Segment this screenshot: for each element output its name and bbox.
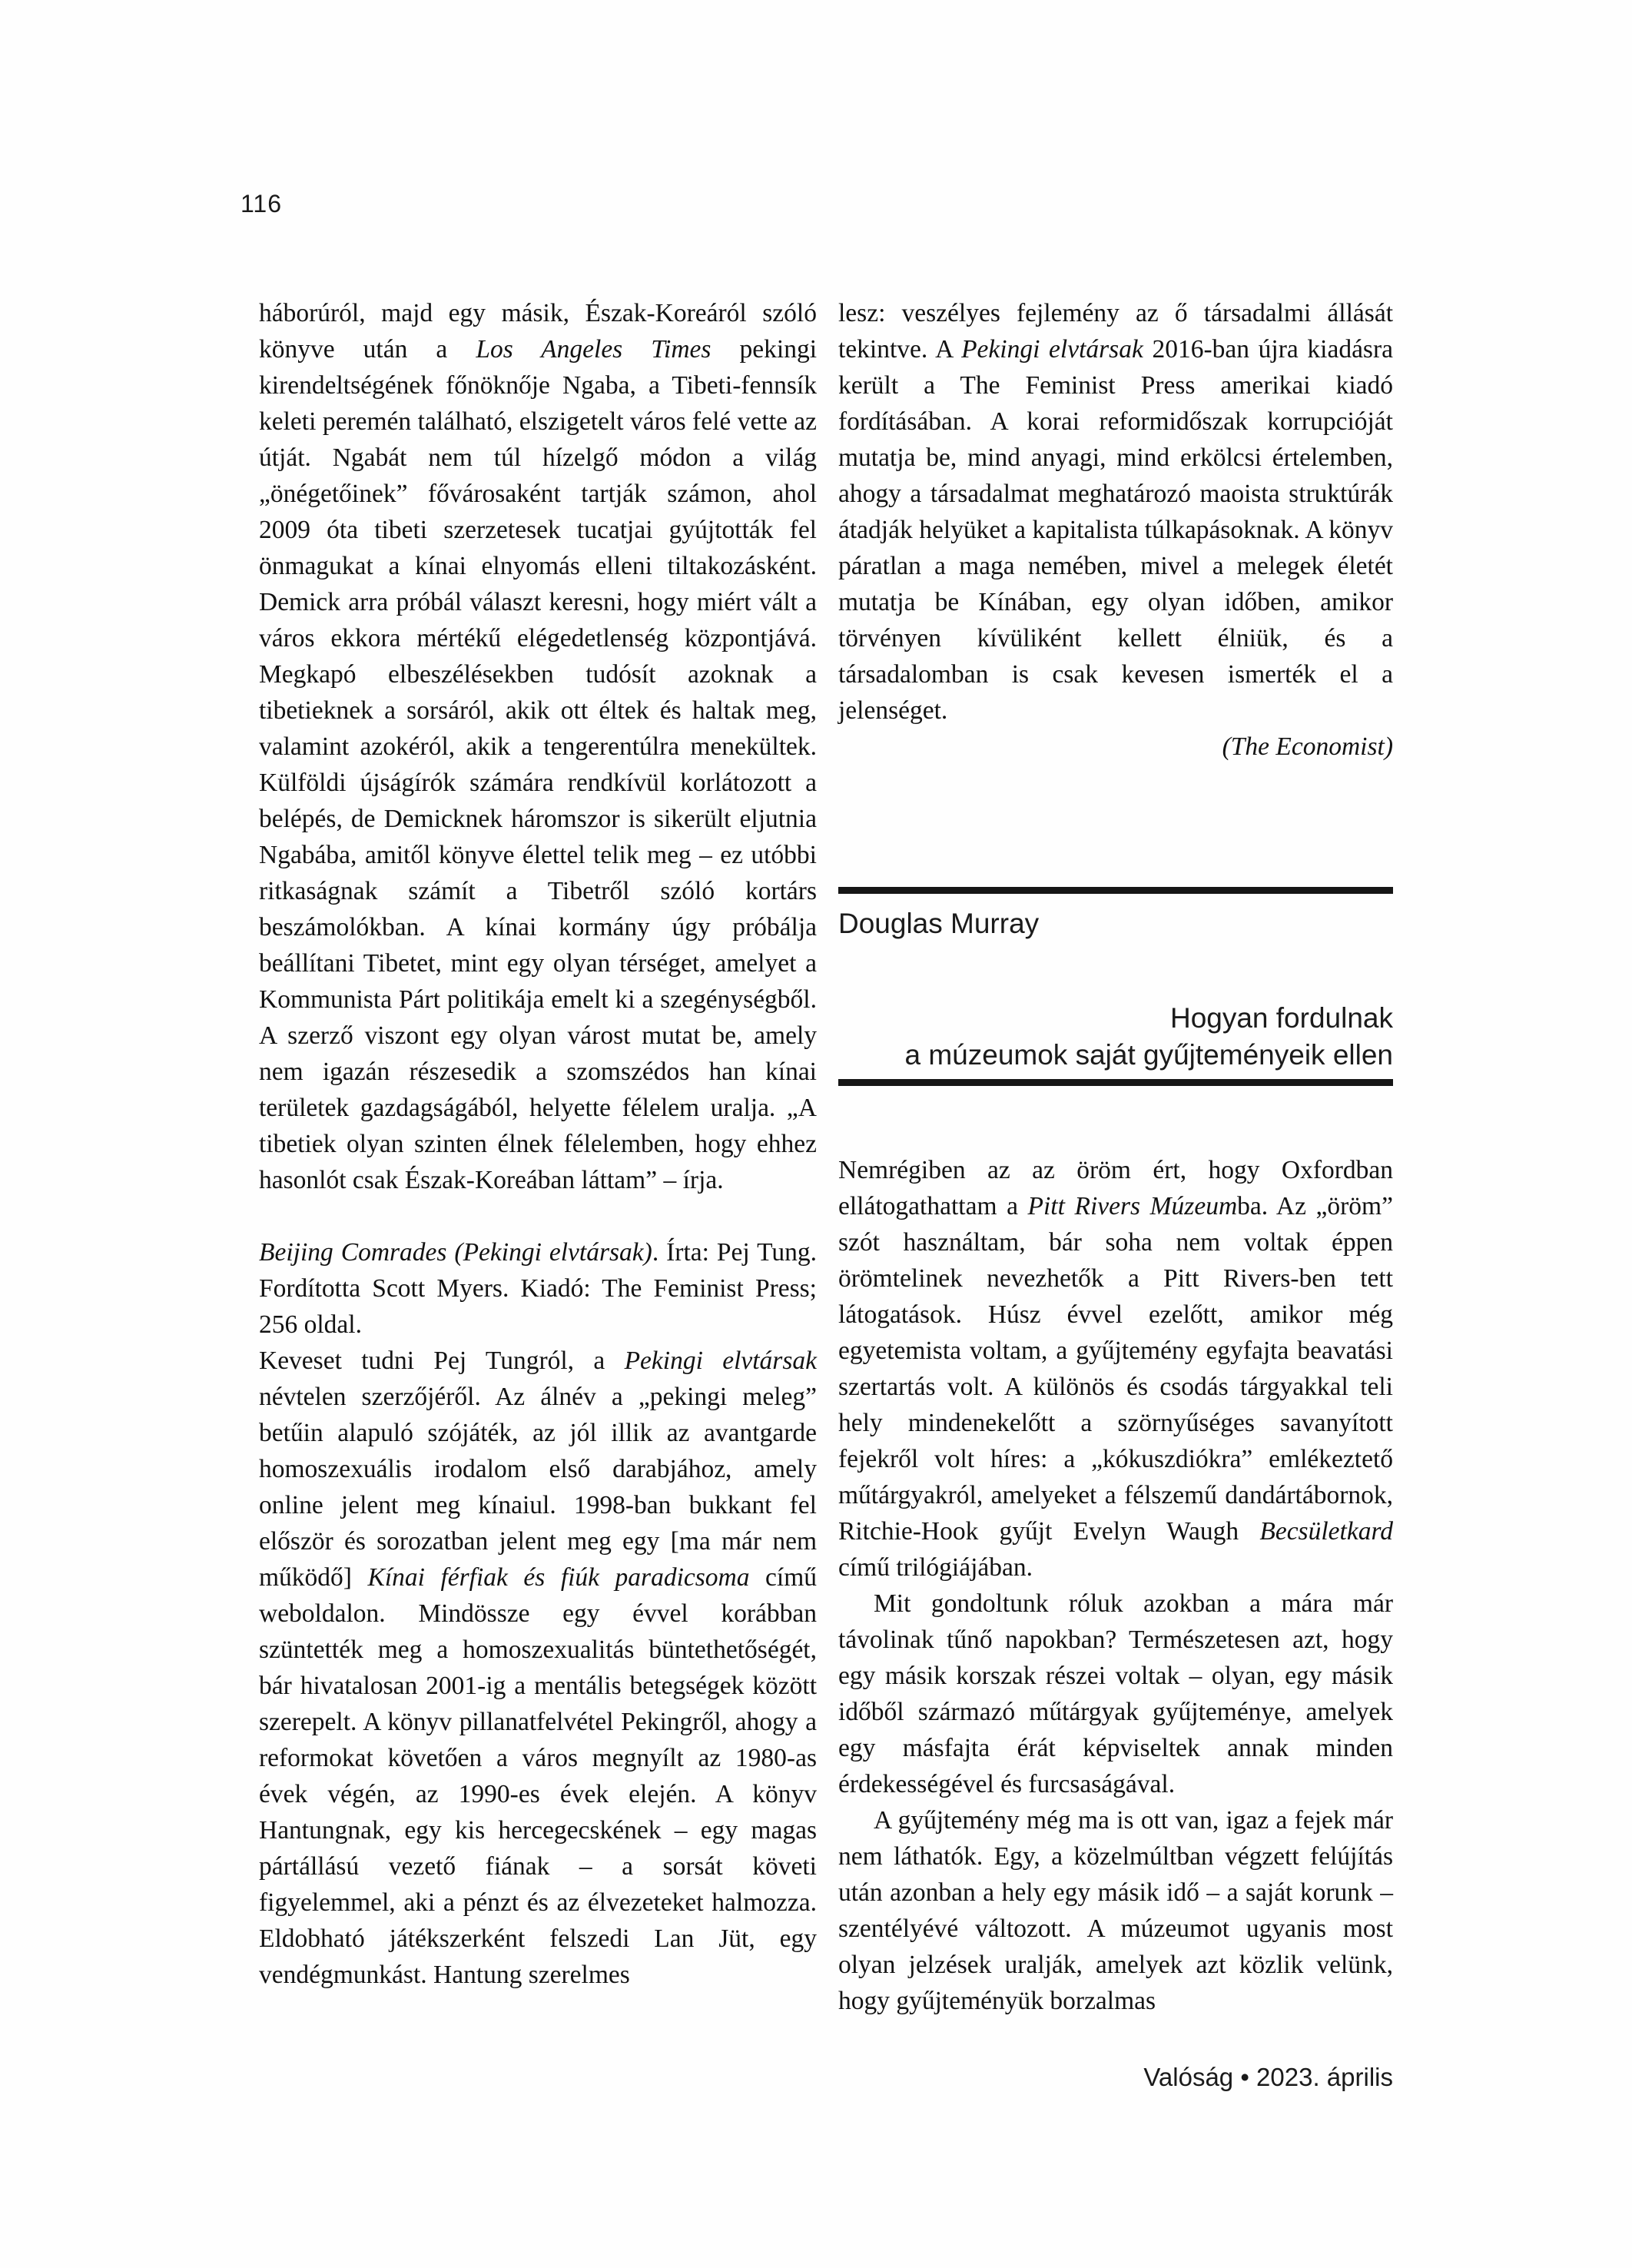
paragraph	[259, 295, 817, 1198]
text-segment: 2016-ban újra kiadásra került a The Feminist Press amerikai kiadó fordításában. A korai reformidőszak korrupcióját mutatja be, mind anyagi, mind erkölcsi értelemben, ahogy a társadalmat meghatározó maoista struktúrák átadják helyüket a kapitalista túlkapásoknak. A könyv páratlan a maga nemében, mivel a melegek életét mutatja be Kínában, egy olyan időben, amikor törvényen kívüliként kellett élniük, és a társadalomban is csak kevesen ismerték el a jelenséget.	[838, 335, 1393, 725]
text-segment: című trilógiájában.	[838, 1553, 1033, 1582]
italic-text-segment: Kínai férfiak és fiúk paradicsoma	[367, 1563, 750, 1592]
italic-text-segment: Becsületkard	[1259, 1517, 1393, 1546]
paragraph	[838, 1586, 1393, 1802]
section-divider-bottom	[838, 1079, 1393, 1086]
text-segment: Keveset tudni Pej Tungról, a	[259, 1347, 625, 1375]
italic-text-segment: Beijing Comrades (Pekingi elvtársak)	[259, 1238, 652, 1267]
text-segment: Mit gondoltunk róluk azokban a mára már távolinak tűnő napokban? Természetesen azt, hogy egy másik korszak részei voltak – olyan, egy másik időből származó műtárgyak gyűjteménye, amelyek egy másfajta érát képviseltek annak minden érdekességével és furcsaságával.	[838, 1589, 1393, 1798]
paragraph	[838, 1152, 1393, 1586]
italic-text-segment: Pitt Rivers Múzeum	[1027, 1192, 1238, 1220]
article-title-line2: a múzeumok saját gyűjteményeik ellen	[904, 1039, 1393, 1071]
text-segment: A gyűjtemény még ma is ott van, igaz a fejek már nem láthatók. Egy, a közelmúltban végzett felújítás után azonban a hely egy másik idő – a saját korunk – szentélyévé változott. A múzeumot ugyanis most olyan jelzések uralják, amelyek azt közlik velünk, hogy gyűjteményük borzalmas	[838, 1806, 1393, 2015]
paragraph	[838, 1802, 1393, 2019]
section-divider-top	[838, 887, 1393, 894]
page-number: 116	[240, 190, 283, 218]
italic-text-segment: (The Economist)	[1222, 732, 1393, 761]
text-segment: című weboldalon. Mindössze egy évvel korábban szüntették meg a homoszexualitás büntethetőségét, bár hivatalosan 2001-ig a mentális betegségek között szerepelt. A könyv pillanatfelvétel Pekingről, ahogy a reformokat követően a város megnyílt az 1980-as évek végén, az 1990-es évek elején. A könyv Hantungnak, egy kis hercegecskének – egy magas pártállású vezető fiának – a sorsát követi figyelemmel, aki a pénzt és az élvezeteket halmozza. Eldobható játékszerként felszedi Lan Jüt, egy vendégmunkást. Hantung szerelmes	[259, 1563, 818, 1989]
text-segment: ba. Az „öröm” szót használtam, bár soha nem voltak éppen örömtelinek nevezhetők a Pitt Rivers-ben tett látogatások. Húsz évvel ezelőtt, amikor még egyetemista voltam, a gyűjtemény egyfajta beavatási szertartás volt. A különös és csodás tárgyakkal teli hely mindenekelőtt a szörnyűséges savanyított fejekről volt híres: a „kókuszdiókra” emlékeztető műtárgyakról, amelyeket a félszemű dandártábornok, Ritchie-Hook gyűjt Evelyn Waugh	[838, 1192, 1393, 1546]
journal-footer: Valóság • 2023. április	[1143, 2063, 1393, 2091]
article-title	[838, 1000, 1393, 1074]
right-column-review-end	[838, 295, 1393, 765]
right-column-article	[838, 1152, 1393, 2019]
article-author: Douglas Murray	[838, 908, 1040, 939]
paragraph	[259, 1234, 817, 1343]
italic-text-segment: Pekingi elvtársak	[961, 335, 1143, 364]
paragraph	[259, 1343, 817, 1993]
paragraph	[838, 295, 1393, 729]
italic-text-segment: Los Angeles Times	[476, 335, 712, 364]
text-segment: . Írta: Pej Tung. Fordította Scott Myers. Kiadó: The Feminist Press; 256 oldal.	[259, 1238, 817, 1339]
article-title-line1: Hogyan fordulnak	[1169, 1002, 1393, 1034]
left-column	[259, 295, 817, 1993]
text-segment: névtelen szerzőjéről. Az álnév a „pekingi meleg” betűin alapuló szójáték, az jól illik az avantgarde homoszexuális irodalom első darabjához, amely online jelent meg kínaiul. 1998-ban bukkant fel először és sorozatban jelent meg egy [ma már nem működő]	[259, 1383, 817, 1592]
italic-text-segment: Pekingi elvtársak	[624, 1347, 817, 1375]
text-segment: pekingi kirendeltségének főnöknője Ngaba, a Tibeti-fennsík keleti peremén található, elszigetelt város felé vette az útját. Ngabát nem túl hízelgő módon a világ „önégetőinek” fővárosaként tartják számon, ahol 2009 óta tibeti szerzetesek tucatjai gyújtották fel önmagukat a kínai elnyomás elleni tiltakozásként. Demick arra próbál választ keresni, hogy miért vált a város ekkora mértékű elégedetlenség központjává. Megkapó elbeszélésekben tudósít azoknak a tibetieknek a sorsáról, akik ott éltek és haltak meg, valamint azokéról, akik a tengerentúlra menekültek. Külföldi újságírók számára rendkívül korlátozott a belépés, de Demicknek háromszor is sikerült eljutnia Ngabába, amitől könyve élettel telik meg – ez utóbbi ritkaságnak számít a Tibetről szóló kortárs beszámolókban. A kínai kormány úgy próbálja beállítani Tibetet, mint egy olyan térséget, amelyet a Kommunista Párt politikája emelt ki a szegénységből. A szerző viszont egy olyan várost mutat be, amely nem igazán részesedik a szomszédos han kínai területek gazdagságából, helyette félelem uralja. „A tibetiek olyan szinten élnek félelemben, hogy ehhez hasonlót csak Észak-Koreában láttam” – írja.	[259, 335, 818, 1194]
text-segment: háborúról, majd egy másik, Észak-Koreáról szóló könyve után a	[259, 299, 817, 364]
text-segment: lesz: veszélyes fejlemény az ő társadalmi állását tekintve. A	[838, 299, 1393, 364]
paragraph	[838, 729, 1393, 765]
text-segment: Nemrégiben az az öröm ért, hogy Oxfordban ellátogathattam a	[838, 1156, 1393, 1220]
